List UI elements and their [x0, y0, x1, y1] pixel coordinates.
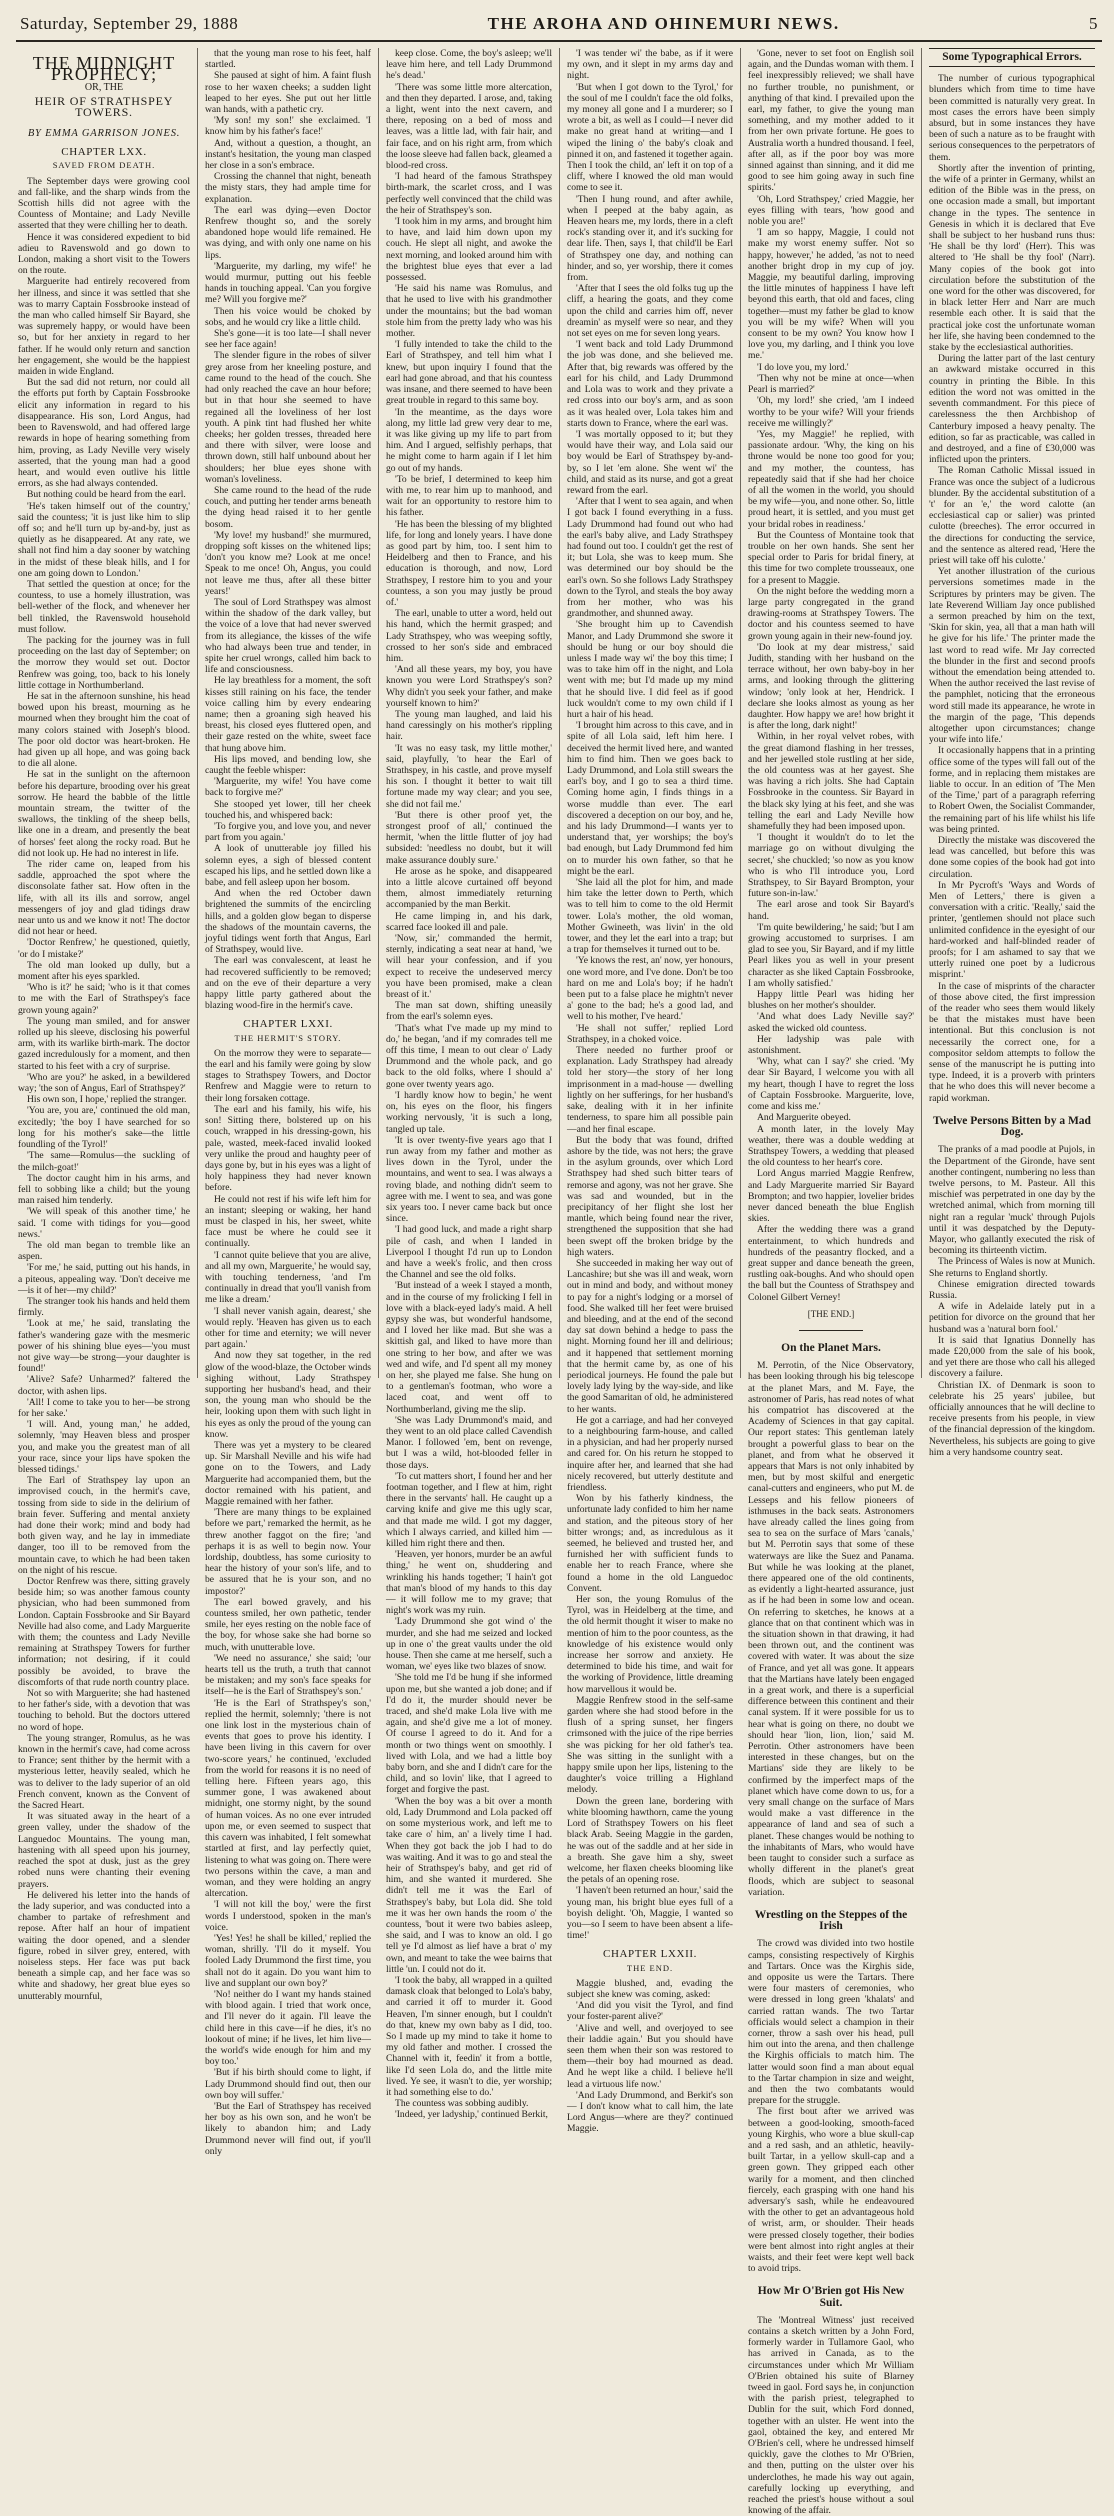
- paragraph: 'Indeed, yer ladyship,' continued Berkit,: [395, 2109, 548, 2121]
- paragraph: And now they sat together, in the red glow of the wood-blaze, the October winds sighing without, Lady Strathspey supporting her husband's head, and their son, the young man who should be the heir, looking upon them with such light in his eyes as only the proud of the young can know.: [205, 1350, 371, 1440]
- paragraph: A wife in Adelaide lately put in a petition for divorce on the ground that her husband was a 'natural born fool.': [929, 1301, 1095, 1335]
- paragraph: 'In the meantime, as the days wore along, my little lad grew very dear to me, it was like giving up my life to part from him. And I argued, selfishly perhaps, that he might come to harm again if I let him go out of my hands.: [386, 406, 552, 474]
- paragraph: 'My son! my son!' she exclaimed. 'I know him by his father's face!': [205, 115, 371, 138]
- paragraph: He could not rest if his wife left him for an instant; sleeping or waking, her hand must be clasped in his, her sweet, white face must be where he could see it continually.: [205, 1193, 371, 1250]
- paragraph: 'It was no easy task, my little mother,' said, playfully, 'to hear the Earl of Strathspey, in his castle, and prove myself his son. I thought it better to wait till fortune made my way clear; and you see, she did not fail me.': [386, 742, 552, 810]
- paragraph: But the sad did not return, nor could all the efforts put forth by Captain Fossbrooke elicit any information in regard to his disappearance. His son, Lord Angus, had been to Ravenswold, and had offered large rewards in hope of hearing something from him, proving, as Lady Neville very wisely asserted, that the young man had a good heart, and would even outlive his little errors, as she had always contended.: [18, 377, 190, 490]
- byline: BY EMMA GARRISON JONES.: [27, 128, 181, 140]
- paragraph: The earl arose and took Sir Bayard's hand.: [748, 899, 914, 922]
- column-1-text: [18, 176, 190, 2002]
- paragraph: 'Heaven, yer honors, murder be an awful thing,' he went on, shuddering and wrinkling his hands together; 'I hain't got that man's blood of my hands to this day — it will follow me to my grave; that night's work was my ruin.: [386, 1549, 552, 1617]
- paragraph: 'Do look at my dear mistress,' said Judith, standing with her husband on the terrace without, her own baby-boy in her arms, and looking through the glittering window; 'only look at her, Hendrick. I declare she looks almost as young as her daughter. How happy we are! how bright it is after the long, dark night!': [748, 641, 914, 732]
- paragraph: 'But instead of a week I stayed a month, and in the course of my frolicking I fell in love with a black-eyed lady's maid. A hell gypsy she was, but wonderful handsome, and I loved her like mad. But she was a skittish gal, and liked to have more than one string to her bow, and after we was wed and wife, and I'd spent all my money on her, she played me false. She hung on to a gentleman's footman, who wore a laced coat, and went off to Northumberland, giving me the slip.: [386, 1280, 552, 1415]
- paragraph: Won by his fatherly kindness, the unfortunate lady confided to him her name and station, and the piteous story of her bitter wrongs; and, as incredulous as it seemed, he believed and trusted her, and furnished her with sufficient funds to enable her to reach France, where she found a home in the old Languedoc Convent.: [567, 1493, 733, 1594]
- paragraph: 'I took him in my arms, and brought him to have, and laid him down upon my couch. He slept all night, and awoke the next morning, and looked around him with the brightest blue eyes that ever a lad possessed.: [386, 216, 552, 284]
- paragraph: 'I do love you, my lord.': [757, 361, 849, 373]
- column-5: [740, 48, 921, 2516]
- paragraph: 'I will not kill the boy,' were the first words I understood, spoken in the man's voice.: [205, 1899, 371, 1933]
- paragraph: 'I brought him across to this cave, and in spite of all Lola said, left him here. I deceived the hermit lived here, and wanted him to find him. Then we goes back to Lady Drummond, and Lola still swears the earl's boy, and I go to sea a third time. Coming home agin, I finds things in a worse muddle than ever. The earl discovered a deception on our boy, and he, and his lady Drummond—I wants yer to understand that, yer worships; the boy's bad enough, but Lady Drummond fed him on to murder his own father, so that he might be the earl.: [567, 720, 733, 877]
- paragraph: The number of curious typographical blunders which from time to time have been committed is naturally very great. In most cases the errors have been simply absurd, but in some instances they have been of such a nature as to be fraught with serious consequences to the perpetrators of them.: [929, 73, 1095, 163]
- paragraph: 'She was Lady Drummond's maid, and they went to an old place called Cavendish Manor. I followed 'em, bent on revenge, but I was a wild, hot-blooded feller in those days.: [386, 1414, 552, 1471]
- paragraph: 'It is over twenty-five years ago that I run away from my father and mother as lives down in the Tyrol, under the mountains, and went to sea. I was always a roving blade, and nothing didn't seem to agree with me. I went to sea, and was gone six years too. I never came back but once since.: [386, 1134, 552, 1225]
- paragraph: that the young man rose to his feet, half startled.: [205, 48, 371, 71]
- paragraph: The slender figure in the robes of silver grey arose from her kneeling posture, and came round to the head of the couch. She had only reached the cave an hour before; but in that hour she seemed to have regained all the loveliness of her lost youth. A pink tint had flushed her white cheeks; her golden tresses, threaded here and there with silver, were loose and thrown down, still half unbound about her shoulders; her blue eyes shone with woman's loveliness.: [205, 350, 371, 485]
- paragraph: The earl, unable to utter a word, held out his hand, which the hermit grasped; and Lady Strathspey, who was weeping softly, crossed to her son's side and embraced him.: [386, 608, 552, 664]
- masthead: [16, 8, 1102, 42]
- paragraph: Lord Angus married Maggie Renfrew, and Lady Marguerite married Sir Bayard Brompton; and two happier, lovelier brides never danced beneath the blue English skies.: [748, 1168, 914, 1225]
- the-end-mark: [THE END.]: [807, 1308, 855, 1319]
- paragraph: 'Alive and well, and overjoyed to see their laddie again.' But you should have seen them when their son was restored to them—their boy had mourned as dead. And he wept like a child. I believe he'll lead a virtuous life now.': [567, 2022, 733, 2090]
- paragraph: 'Who is it?' he said; 'who is it that comes to me with the Earl of Strathspey's face grown young again?': [18, 982, 190, 1016]
- paragraph: Down the green lane, bordering with white blooming hawthorn, came the young Lord of Strathspey Towers on his fleet black Arab. Seeing Maggie in the garden, he was out of the saddle and at her side in a breath. She gave him a shy, sweet welcome, her flaxen cheeks blooming like the petals of an opening rose.: [567, 1795, 733, 1886]
- paragraph: 'Marguerite, my darling, my wife!' he would murmur, putting out his feeble hands in touching appeal. 'Can you forgive me? Will you forgive me?': [205, 260, 371, 306]
- wrestling-heading: Wrestling on the Steppes of the Irish: [754, 1908, 908, 1933]
- paragraph: Then his voice would be choked by sobs, and he would cry like a little child.: [205, 305, 371, 328]
- paragraph: The rider came on, leaped from his saddle, approached the spot where the disconsolate father sat. How often in the life, with all its ills and sorrow, angel messengers of joy and glad tidings draw near unto us and we know it not! The doctor did not hear or heed.: [18, 859, 190, 938]
- paragraph: The packing for the journey was in full proceeding on the last day of September; on the morrow they would set out. Doctor Renfrew was going, too, back to his lonely little cottage in Northumberland.: [18, 634, 190, 691]
- column-4-text-a: [567, 48, 733, 1941]
- paragraph: 'I was tender wi' the babe, as if it were my own, and it slept in my arms day and night.: [567, 48, 733, 82]
- paragraph: The Earl of Strathspey lay upon an improvised couch, in the hermit's cave, tossing from side to side in the delirium of brain fever. Suffering and mental anxiety had done their work; mind and body had both given way, and he lay in immediate danger, too ill to be removed from the mountain cave, to which he had been taken on the night of his rescue.: [18, 1475, 190, 1576]
- paragraph: And when the red October dawn brightened the summits of the encircling hills, and a golden glow began to disperse the shadows of the mountain caverns, the joyful tidings went forth that Angus, Earl of Strathspey, would live.: [205, 888, 371, 956]
- story-subtitle: HEIR OF STRATHSPEY TOWERS.: [34, 93, 174, 119]
- paragraph: It was situated away in the heart of a green valley, under the shadow of the Languedoc Mountains. The young man, hastening with all speed upon his journey, reached the spot at dusk, just as the grey robed nuns were chanting their evening prayers.: [18, 1811, 190, 1890]
- paragraph: And Marguerite obeyed.: [757, 1112, 851, 1124]
- obrien-heading: How Mr O'Brien got His New Suit.: [757, 2285, 905, 2309]
- paragraph: Chinese emigration directed towards Russia.: [929, 1278, 1095, 1301]
- wrestling-text: [748, 1938, 914, 2274]
- column-4: [559, 48, 740, 2135]
- paragraph: He delivered his letter into the hands of the lady superior, and was conducted into a chamber to partake of refreshment and repose. After half an hour of impatient waiting the door opened, and a slender figure, robed in silver grey, entered, with noiseless steps. Her face was put back beneath a simple cap, and her face was so white and shadowy, her great blue eyes so unutterably mournful,: [18, 1889, 190, 2002]
- column-4-text-b: [567, 1978, 733, 2135]
- paragraph: 'After that I went to sea again, and when I got back I found everything in a fuss. Lady Drummond had found out who had the earl's baby alive, and Lady Strathspey had found out too. I couldn't get the rest of it; but Lola, she was to keep mum. She was determined our boy should be the earl's own. So she follows Lady Strathspey down to the Tyrol, and steals the boy away from her mother, who was his grandmother, and shunned away.: [567, 496, 733, 620]
- column-2: [197, 48, 378, 2157]
- paragraph: 'To cut matters short, I found her and her footman together, and I flew at him, right there in the servants' hall. He caught up a carving knife and give me this ugly scar, and that made me wild. I got my dagger, which I always carried, and killed him — killed him right there and then.: [386, 1470, 552, 1550]
- mars-heading: On the Planet Mars.: [781, 1341, 881, 1354]
- paragraph: Maggie blushed, and, evading the subject she knew was coming, asked:: [567, 1977, 733, 2000]
- column-3: [378, 48, 559, 2121]
- paragraph: 'He's taken himself out of the country,' said the countess; 'it is just like him to slip off so; and he'll turn up by-and-by, just as quietly as he disappeared. At any rate, we shall not find him a day sooner by watching in the midst of these bleak hills, and I for one am going down to London.': [18, 500, 190, 579]
- issue-date: Saturday, September 29, 1888: [20, 14, 239, 33]
- paragraph: 'She laid all the plot for him, and made him take the letter down to Perth, which was to tell him to come to the old Hermit tower. Lola's mother, the old woman, Mother Gwineeth, was livin' in the old tower, and they let the earl into a trap; but a trap for themselves it turned out to be.: [567, 877, 733, 956]
- paragraph: 'Lady Drummond she got wind o' the murder, and she had me seized and locked up in one o' the great vaults under the old house. Then she came at me herself, such a woman, we' eyes like two blazes of snow.: [386, 1616, 552, 1673]
- column-2-text-b: [205, 1048, 371, 2157]
- paragraph: On the morrow they were to separate—the earl and his family were going by slow stages to Strathspey Towers, and Doctor Renfrew and Maggie were to return to their long forsaken cottage.: [205, 1047, 371, 1104]
- chapter-lxx-heading: CHAPTER LXX.: [61, 146, 147, 159]
- paragraph: The countess was sobbing audibly.: [395, 2098, 529, 2110]
- paragraph: The pranks of a mad poodle at Pujols, in the Department of the Gironde, have sent another contingent, numbering no less than twelve persons, to M. Pasteur. All this mischief was perpetrated in one day by the wretched animal, which from morning till night ran a regular 'muck' through Pujols until it was despatched by the Deputy-Mayor, who gallantly executed the risk of becoming its thirteenth victim.: [929, 1144, 1095, 1257]
- paragraph: 'I was mortally opposed to it; but they would have their way, and Lola said our boy would be Earl of Strathspey by-and-by, so I let 'em alone. She went wi' the child, and staid as its nurse, and got a great reward from the earl.: [567, 428, 733, 496]
- paragraph: There was yet a mystery to be cleared up. Sir Marshall Neville and his wife had gone on to the Towers, and Lady Marguerite had accompanied them, but the doctor remained with his patient, and Maggie remained with her father.: [205, 1439, 371, 1507]
- paragraph: Christian IX. of Denmark is soon to celebrate his 25 years' jubilee, but officially announces that he will decline to receive presents from his people, in view of the financial depression of the kingdom. Nevertheless, his subjects are going to give him a very handsome country seat.: [929, 1379, 1095, 1458]
- paragraph: 'We need no assurance,' she said; 'our hearts tell us the truth, a truth that cannot be mistaken; and my son's face speaks for itself—he is the Earl of Strathspey's son.': [205, 1652, 371, 1698]
- paragraph: He sat in the afternoon sunshine, his head bowed upon his breast, mourning as he mourned when they brought him the coat of many colors stained with Joseph's blood. The poor old doctor was heart-broken. He had given up all hope, and was going back to die all alone.: [18, 690, 190, 770]
- column-2-text-a: [205, 48, 371, 1011]
- paragraph: The first bout after we arrived was between a good-looking, smooth-faced young Kirghis, who wore a blue skull-cap and a red sash, and an athletic, heavily-built Tartar, in a yellow skull-cap and a green gown. They gripped each other warily for a moment, and then clinched fiercely, each grasping with one hand his adversary's sash, while he endeavoured with the other to get an advantageous hold of wrist, arm, or shoulder. Their heads were pressed closely together, their bodies were bent almost into right angles at their waists, and their feet were kept well back to avoid trips.: [748, 2106, 914, 2275]
- paragraph: The September days were growing cool and fall-like, and the sharp winds from the Scottish hills did not agree with the Countess of Montaine; and Lady Neville asserted that they were chilling her to death.: [18, 175, 190, 232]
- chapter-lxxi-subtitle: THE HERMIT'S STORY.: [234, 1032, 342, 1043]
- paragraph: 'For me,' he said, putting out his hands, in a piteous, appealing way. 'Don't deceive me—is it of her—my child?': [18, 1262, 190, 1296]
- column-6: [921, 48, 1102, 1458]
- paragraph: She's gone—it is too late—I shall never see her face again!: [205, 328, 371, 351]
- paragraph: 'He is the Earl of Strathspey's son,' replied the hermit, solemnly; 'there is not one link lost in the mysterious chain of events that goes to prove his identity. I have been living in this cavern for over two-score years,' he continued, 'excluded from the world for reasons it is no need of telling here. Fifteen years ago, this summer gone, I was awakened about midnight, one stormy night, by the sound of human voices. As no one ever intruded upon me, or even seemed to suspect that this cavern was inhabited, I felt somewhat startled at first, and lay perfectly quiet, listening to what was going on. There were two persons within the cave, a man and woman, and they were holding an angry altercation.: [205, 1697, 371, 1900]
- paragraph: 'Why, what can I say?' she cried. 'My dear Sir Bayard, I welcome you with all my heart, though I have to regret the loss of Captain Fossbrooke. Marguerite, love, come and kiss me.': [748, 1056, 914, 1113]
- mad-dog-text: [929, 1144, 1095, 1458]
- paragraph: 'All! I come to take you to her—be strong for her sake.': [18, 1396, 190, 1419]
- paragraph: The young stranger, Romulus, as he was known in the hermit's cave, had come across to France; sent thither by the hermit with a mysterious letter, heavily sealed, which he was to deliver to the lady superior of an old French convent, known as the Convent of the Sacred Heart.: [18, 1732, 190, 1812]
- paragraph: 'I will. And, young man,' he added, solemnly, 'may Heaven bless and prosper you, and make you the greatest man of all your race, since your lips have spoken the blessed tidings.': [18, 1419, 190, 1475]
- chapter-lxxii-subtitle: THE END.: [626, 1962, 674, 1973]
- paragraph: Maggie Renfrew stood in the self-same garden where she had stood before in the flush of a spring sunset, her fingers crimsoned with the juice of the ripe berries she was picking for her old father's tea. She was sitting in the sunlight with a happy smile upon her lips, listening to the daughter's voice trilling a Highland melody.: [567, 1694, 733, 1796]
- paragraph: Directly the mistake was discovered the lead was cancelled, but before this was done some copies of the book had got into circulation.: [929, 835, 1095, 880]
- paragraph: 'I haven't been returned an hour,' said the young man, his bright blue eyes full of a boyish delight. 'Oh, Maggie, I wanted so you—so I seem to have been absent a life-time!': [567, 1885, 733, 1942]
- paragraph: 'Look at me,' he said, translating the father's wandering gaze with the mesmeric power of his shining blue eyes—'you must not give way—be strong—your daughter is found!': [18, 1318, 190, 1375]
- typographical-errors-text: [929, 73, 1095, 1104]
- paragraph: And, without a question, a thought, an instant's hesitation, the young man clasped her close in a son's embrace.: [205, 137, 371, 172]
- mars-text: [748, 1360, 914, 1898]
- paragraph: 'Oh, my lord!' she cried, 'am I indeed worthy to be your wife? Will your friends receive me willingly?': [748, 395, 914, 429]
- paragraph: A month later, in the lovely May weather, there was a double wedding at Strathspey Towers, a wedding that pleased the old countess to her heart's core.: [748, 1123, 914, 1169]
- paragraph: The stranger took his hands and held them firmly.: [18, 1295, 190, 1319]
- chapter-lxxii-heading: CHAPTER LXXII.: [603, 1948, 697, 1961]
- paragraph: 'He said his name was Romulus, and that he used to live with his grandmother under the mountains; but the bad woman stole him from the pretty lady who was his mother.: [386, 283, 552, 340]
- paragraph: 'I thought it wouldn't do to let the marriage go on without divulging the secret,' she chuckled; 'so now as you know who is who I'll introduce you, Lord Strathspey, to Sir Bayard Brompton, your future son-in-law.': [748, 832, 914, 900]
- paragraph: A look of unutterable joy filled his solemn eyes, a sigh of blessed content escaped his lips, and he settled down like a babe, and fell asleep upon her bosom.: [205, 843, 371, 889]
- paragraph: 'And did you visit the Tyrol, and find your foster-parent alive?': [567, 2000, 733, 2023]
- paragraph: 'When the boy was a bit over a month old, Lady Drummond and Lola packed off on some mysterious work, and left me to take care o' him, an' a lively time I had. When they got back the job I had to do was waiting. And it was to go and steal the heir of Strathspey's baby, and get rid of him, and she wanted it murdered. She didn't tell me it was the Earl of Strathspey's baby, but Lola did. She told me it was her own hands the room o' the countess, 'bout it were two babies asleep, she said, and I was to know an old. I go tell ye I'd almost as lief have a brat o' my own, and meant to take the wee bairns that little 'un. I could not do it.: [386, 1795, 552, 1975]
- paragraph: Crossing the channel that night, beneath the misty stars, they had ample time for explanation.: [205, 171, 371, 205]
- chapter-lxxi-heading: CHAPTER LXXI.: [243, 1018, 333, 1031]
- paragraph: 'That's what I've made up my mind to do,' he began, 'and if my comrades tell me off this time, I mean to out clear o' Lady Drummond and the whole pack, and go back to the old folks, where I should a' gone over twenty years ago.: [386, 1022, 552, 1090]
- paragraph: 'Oh, Lord Strathspey,' cried Maggie, her eyes filling with tears, 'how good and noble you are!': [748, 193, 914, 228]
- paragraph: 'There are many things to be explained before we part,' remarked the hermit, as he threw another faggot on the fire; 'and perhaps it is as well to begin now. Your lordship, doubtless, has some curiosity to hear the history of your son's life, and to be assured that he is your son, and no impostor?': [205, 1507, 371, 1597]
- paragraph: 'Then I hung round, and after awhile, when I peeped at the baby again, as Heaven hears me, my lords, there in a cleft rock's standing over it, and it's sucking for dear life. Then, says I, that child'll be Earl of Strathspey one day, and nothing can hinder, and so, yer worship, there it comes from.: [567, 193, 733, 284]
- paragraph: The doctor caught him in his arms, and fell to sobbing like a child; but the young man raised him tenderly.: [18, 1172, 190, 1207]
- paragraph: Within, in her royal velvet robes, with the great diamond flashing in her tresses, and her jewelled stole rustling at her side, the old countess was at her gayest. She was having a rich jolts. She had Captain Fossbrooke in the countess. Sir Bayard in the black sky lying at his feet, and she was telling the earl and Lady Neville how shamefully they had been imposed upon.: [748, 731, 914, 833]
- column-5-text-a: [748, 48, 914, 1303]
- paragraph: 'Now, sir,' commanded the hermit, sternly, indicating a seat near at hand, 'we will hear your confession, and if you expect to receive the undeserved mercy you have been promised, make a clean breast of it.': [386, 933, 552, 1001]
- paragraph: 'She brought him up to Cavendish Manor, and Lady Drummond she swore it should be hung or our boy should die unless I made way wi' the boy this time; I was to take him off in the night, and Lola went with me; but I'd made up my mind that he should live. I did feel as if good luck wouldn't come to my own child if I hurt a hair of his head.: [567, 619, 733, 720]
- paragraph: 'Who are you?' he asked, in a bewildered way; 'the son of Angus, Earl of Strathspey?': [18, 1071, 190, 1095]
- paragraph: 'I went back and told Lady Drummond the job was done, and she believed me. After that, big rewards was offered by the earl for his child, and Lady Drummond and Lola was to work and they private a red cross into our boy's arm, and as soon as it was healed over, Lola takes him and starts down to France, where the earl was.: [567, 339, 733, 429]
- paragraph: The earl and his family, his wife, his son! Sitting there, bolstered up on his couch, wrapped in his dressing-gown, his pale, wasted, meek-faced invalid looked very unlike the proud and haughty peer of days gone by, but in his eyes was a light of holy happiness they had never known before.: [205, 1103, 371, 1194]
- paragraph: 'I shall never vanish again, dearest,' she would reply. 'Heaven has given us to each other for time and eternity; we will never part again.': [205, 1305, 371, 1351]
- paragraph: 'She told me I'd be hung if she informed upon me, but she wanted a job done; and if I'd do it, the murder should never be traced, and she'd make Lola live with me again, and she'd give me a lot of money. Of course I agreed to do it. And for a month or two things went on smoothly. I lived with Lola, and we had a little boy baby born, and she and I didn't care for the child, and so lovin' like, that I agreed to forget and forgive the past.: [386, 1672, 552, 1796]
- paragraph: 'You are, you are,' continued the old man, excitedly; 'the boy I have searched for so long for his mother's sake—the little foundling of the Tyrol!': [18, 1105, 190, 1151]
- paragraph: 'Yes! Yes! he shall be killed,' replied the woman, shrilly. 'I'll do it myself. You fooled Lady Drummond the first time, you shall not do it again. Do you want him to live and supplant our own boy?': [205, 1932, 371, 1989]
- paragraph: Not so with Marguerite; she had hastened to her father's side, with a devotion that was touching to behold. But the doctors uttered no word of hope.: [18, 1688, 190, 1733]
- paragraph: 'My love! my husband!' she murmured, dropping soft kisses on the whitened lips; 'don't you know me? Look at me once! Speak to me once! Oh, Angus, you could not leave me thus, after all these bitter years!': [205, 529, 371, 597]
- paragraph: 'Doctor Renfrew,' he questioned, quietly, 'or do I mistake?': [18, 937, 190, 960]
- paragraph: keep close. Come, the boy's asleep; we'll leave him here, and tell Lady Drummond he's dead.': [386, 48, 552, 82]
- paragraph: But nothing could be heard from the earl.: [27, 489, 186, 501]
- paper-name: THE AROHA AND OHINEMURI NEWS.: [487, 14, 840, 33]
- paragraph: 'But when I got down to the Tyrol,' for the soul of me I couldn't face the old folks, my money all gone and I a murderer; so I wrote a bit, as well as I could—I never did make no great hand at writing—and I wiped the lining o' the baby's cloak and pinned it on, and fastened it together again. Then I took the child, an' left it on top of a cliff, where I knowed the old man would come to see it.: [567, 81, 733, 194]
- paragraph: 'The same—Romulus—the suckling of the milch-goat!': [18, 1150, 190, 1173]
- paragraph: During the latter part of the last century an awkward mistake occurred in this country in printing the Bible. In this edition the word not was omitted in the seventh commandment. For this piece of carelessness the then Archbishop of Canterbury imposed a heavy penalty. The edition, so far as practicable, was called in and destroyed, and a fine of £30,000 was inflicted upon the printers.: [929, 353, 1095, 466]
- paragraph: 'I had good luck, and made a right sharp pile of cash, and when I landed in Liverpool I thought I'd run up to London and have a week's frolic, and then cross the Channel and see the old folks.: [386, 1224, 552, 1281]
- paragraph: 'No! neither do I want my hands stained with blood again. I tried that work once, and I'll never do it again. I'll leave the child here in this cave—if he dies, it's no lookout of mine; if he lives, let him live—the world's wide enough for him and my boy too.': [205, 1988, 371, 2068]
- paragraph: He arose as he spoke, and disappeared into a little alcove curtained off beyond them, almost immediately returning accompanied by the man Berkit.: [386, 865, 552, 911]
- paragraph: 'Marguerite, my wife! You have come back to forgive me?': [205, 776, 371, 799]
- paragraph: 'But there is other proof yet, the strongest proof of all,' continued the hermit, 'when the little flutter of joy had subsided: 'needless no doubt, but it will make assurance doubly sure.': [386, 809, 552, 866]
- paragraph: The young man laughed, and laid his hand caressingly on his mother's rippling hair.: [386, 708, 552, 743]
- column-1: [16, 48, 197, 2002]
- paragraph: He got a carriage, and had her conveyed to a neighbouring farm-house, and called in a physician, and had her properly nursed and cared for. On his return he stopped to inquire after her, and learned that she had nicely recovered, but utterly destitute and friendless.: [567, 1414, 733, 1493]
- paragraph: On the night before the wedding morn a large party congregated in the grand drawing-rooms at Strathspey Towers. The doctor and his countess seemed to have grown young again in their new-found joy.: [748, 585, 914, 642]
- columns: [16, 48, 1102, 2516]
- paragraph: 'I am so happy, Maggie, I could not make my worst enemy suffer. Not so happy, however,' he added, 'as not to need another bright drop in my cup of joy. Maggie, my beautiful darling, improving the little minutes of happiness I have left beyond this earth, that old and faces, cling together—must my father be glad to know you will be my wife? When will you consent to be my own? You know how I love you, my darling, and I think you love me.': [748, 227, 914, 362]
- paragraph: M. Perrotin, of the Nice Observatory, has been looking through his big telescope at the planet Mars, and M. Faye, the astronomer of Paris, has read notes of what his compatriot has discovered at the Academy of Sciences in that gay capital. Our report states: This gentleman lately brought a powerful glass to bear on the planet, and from what he observed it appears that Mars is not only inhabited by men, but by most skilful and energetic canal-cutters and engineers, who put M. de Lesseps and his fellow pioneers of isthmuses in the back seats. Astronomers have already called the lines going from sea to sea on the surface of Mars 'canals,' but M. Perrotin says that some of these waterways are like the Suez and Panama. But while he was looking at the planet, there appeared one of the old continents, as evidently a light-hearted assurance, just as if he had been in some low and ocean. On referring to sketches, he knows at a glance that on that continent which was in the situation shown in that drawing, it had been thrown out, and the continent was covered with water. It was about the size of France, and yet all was gone. It appears that the Martians have lately been engaged in a great work, and there is a superficial difference between this continent and their canal system. If it were possible for us to hear what is going on there, no doubt we should hear 'lion, lion, lion,' said M. Perrotin. Other astronomers have been interested in these changes, but on the Martians' side they are likely to be confirmed by the imperfect maps of the planet which have come down to us, for a very small change on the surface of Mars would make a vast difference in the appearance of land and sea of such a planet. These changes would be nothing to the inhabitants of Mars, who would have been taught to consider such a surface as wholly different in the planet's great floods, which are subject to seasonal variation.: [748, 1360, 914, 1898]
- page-number: 5: [1088, 14, 1098, 33]
- paragraph: 'And Lady Drummond, and Berkit's son — I don't know what to call him, the late Lord Angus—where are they?' continued Maggie.: [567, 2089, 733, 2135]
- paragraph: His own son, I hope,' replied the stranger.: [27, 1094, 187, 1106]
- paragraph: Marguerite had entirely recovered from her illness, and since it was settled that she was to marry Captain Fossbrooke instead of the man who called himself Sir Bayard, she was supremely happy, or would have been so, but for her anxiety in regard to her father. If he would only return and sanction her engagement, she would be the happiest maiden in wide England.: [18, 276, 190, 378]
- paragraph: The old man began to tremble like an aspen.: [18, 1239, 190, 1263]
- paragraph: 'To forgive you, and love you, and never part from you again.': [205, 821, 371, 844]
- paragraph: 'Ye knows the rest, an' now, yer honours, one word more, and I've done. Don't be too hard on me and Lola's boy; if he hadn't been put to a false place he mightn't never a' gone to the bad; he's a good lad, and well to his mother, I've heard.': [567, 955, 733, 1023]
- story-title: THE MIDNIGHT PROPHECY;: [32, 53, 176, 85]
- paragraph: Doctor Renfrew was there, sitting gravely beside him; so was another famous county physician, who had been summoned from London. Captain Fossbrooke and Sir Bayard Neville had also come, and Lady Marguerite with them; the countess and Lady Neville remaining at Strathspey Towers for further information; not desiring, if it could possibly be avoided, to brave the discomforts of that rude north country place.: [18, 1576, 190, 1688]
- paragraph: 'Gone, never to set foot on English soil again, and the Dundas woman with them. I feel inexpressibly relieved; we shall have no further trouble, no punishment, or anything of that kind. I prevailed upon the earl, my father, to give the young man something, and my mother added to it from her own private fortune. He goes to Australia worth a hundred thousand. I feel, after all, as if the poor boy was more sinned against than sinning, and it did me good to see him going away in such fine spirits.': [748, 48, 914, 194]
- paragraph: 'And what does Lady Neville say?' asked the wicked old countess.: [748, 1011, 914, 1034]
- paragraph: 'After that I sees the old folks tug up the cliff, a hearing the goats, and they come upon the child and carries him off, never dreamin' as myself were so near, and they not set eyes on me for seven long years.: [567, 283, 733, 340]
- paragraph: The crowd was divided into two hostile camps, consisting respectively of Kirghis and Tartars. Once was the Kirghis side, and opposite us were the Tartars. There were four masters of ceremonies, who were dressed in long green 'khalats' and carried rattan wands. The two Tartar officials would select a champion in their corner, throw a sash over his head, pull him out into the arena, and then challenge the Kirghis officials to match him. The latter would soon find a man about equal to the Tartar champion in size and weight, and then the two combatants would prepare for the struggle.: [748, 1938, 914, 2107]
- paragraph: The earl was dying—even Doctor Renfrew thought so, and the sorely abandoned hope would life remained. He was dying, and with only one name on his lips.: [205, 204, 371, 261]
- paragraph: 'Yes, my Maggie!' he replied, with passionate ardour. 'Why, the king on his throne would be none too good for you; and my mother, the countess, has repeatedly said that if she had her choice of all the women in the world, you should be my wife—you, and none other. So, little proud heart, it is settled, and you must get your bridal robes in readiness.': [748, 428, 914, 530]
- paragraph: 'I hardly know how to begin,' he went on, his eyes on the floor, his fingers working nervously, 'it is such a long, tangled up tale.: [386, 1089, 552, 1135]
- mad-dog-heading: Twelve Persons Bitten by a Mad Dog.: [933, 1114, 1091, 1139]
- paragraph: The 'Montreal Witness' just received contains a sketch written by a John Ford, formerly warder in Tullamore Gaol, who has arrived in Canada, as to the circumstances under which Mr William O'Brien obtained his suite of Blarney tweed in gaol. Ford says he, in conjunction with the parish priest, telegraphed to Dublin for the suit, which Ford donned, together with an ulster. He went into the gaol, obtained the key, and entered Mr O'Brien's cell, where he undressed himself quickly, gave the clothes to Mr O'Brien, and then, putting on the ulster over his underclothes, he made his way out again, carefully locking up everything, and reached the priest's house without a soul knowing of the affair.: [748, 2314, 914, 2516]
- paragraph: She paused at sight of him. A faint flush rose to her waxen cheeks; a sudden light leaped to her eyes. She put out her little wan hands, with a pathetic cry.: [205, 70, 371, 116]
- story-title-or: OR, THE: [84, 82, 124, 94]
- paragraph: There needed no further proof or explanation. Lady Strathspey had already told her story—the story of her long imprisonment in a mad-house — dwelling lightly on her sufferings, for her husband's sake, dealing with it in her infinite tenderness, to spare him all possible pain—and her final escape.: [567, 1045, 733, 1135]
- divider: [799, 1330, 862, 1331]
- column-3-text: [386, 48, 552, 2121]
- paragraph: He came limping in, and his dark, scarred face looked ill and pale.: [386, 910, 552, 933]
- paragraph: His lips moved, and bending low, she caught the feeble whisper:: [205, 753, 371, 776]
- paragraph: The old man looked up dully, but a moment after his eyes sparkled.: [18, 959, 190, 983]
- paragraph: The soul of Lord Strathspey was almost within the shadow of the dark valley, but the voice of a love that had never swerved from its allegiance, the kisses of the wife who had always been true and tender, in spite her cruel wrongs, called him back to life and consciousness.: [205, 596, 371, 676]
- paragraph: He lay breathless for a moment, the soft kisses still raining on his face, the tender voice calling him by every endearing name; then a groaning sigh heaved his breast, his closed eyes fluttered open, and their gaze rested on the white, sweet face that hung above him.: [205, 675, 371, 754]
- paragraph: Happy little Pearl was hiding her blushes on her mother's shoulder.: [748, 989, 914, 1012]
- paragraph: 'Alive? Safe? Unharmed?' faltered the doctor, with ashen lips.: [18, 1374, 190, 1397]
- paragraph: She succeeded in making her way out of Lancashire; but she was ill and weak, worn out in mind and body, and without money to pay for a night's lodging or a morsel of food. She walked till her feet were bruised and bleeding, and at the end of the second day sat down behind a hedge to pass the night. Morning found her ill and delirious; and it happened that settlement morning that the hermit came by, as one of his periodical journeys. He found the pale but lovely lady lying by the way-side, and like the good Samaritan of old, he administered to her wants.: [567, 1257, 733, 1415]
- paragraph: Shortly after the invention of printing, the wife of a printer in Germany, whilst an edition of the Bible was in the press, on one occasion made a small, but important change in the types. The sentence in Genesis in which it is declared that Eve shall be subject to her husband runs thus: 'He shall be thy lord' (Herr). This was altered to 'He shall be thy fool' (Narr). Many copies of the book got into circulation before the substitution of the one word for the other was discovered, for in black letter Herr and Narr are much resemble each other. It is said that the practical joke cost the unfortunate woman her life, she having been condemned to the stake by the ecclesiastical authorities.: [929, 162, 1095, 354]
- obrien-text: [748, 2315, 914, 2516]
- typographical-errors-heading: Some Typographical Errors.: [929, 48, 1095, 67]
- paragraph: The earl was convalescent, at least he had recovered sufficiently to be removed; and on the eve of their departure a very happy little party gathered about the blazing wood-fire in the hermit's cave.: [205, 955, 371, 1012]
- paragraph: But the body that was found, drifted ashore by the tide, was not hers; the grave in the asylum grounds, over which Lord Strathspey had shed such bitter tears of remorse and agony, was not her grave. She was sad and wounded, but in the precipitancy of her flight she lost her mantle, which being found near the river, strengthened the supposition that she had been swept off the broken bridge by the high waters.: [567, 1134, 733, 1258]
- paragraph: 'I fully intended to take the child to the Earl of Strathspey, and tell him what I knew, but upon inquiry I found that the earl had gone abroad, and that his countess was insane, and there seemed to have been great trouble in regard to this same boy.: [386, 339, 552, 407]
- paragraph: 'And all these years, my boy, you have known you were Lord Strathspey's son? Why didn't you seek your father, and make yourself known to him?': [386, 664, 552, 709]
- paragraph: The young man smiled, and for answer rolled up his sleeve, disclosing his powerful arm, with its warlike birth-mark. The doctor gazed incredulously for a moment, and then started to his feet with a cry of surprise.: [18, 1015, 190, 1072]
- paragraph: 'He shall not suffer,' replied Lord Strathspey, in a choked voice.: [567, 1022, 733, 1045]
- paragraph: 'We will speak of this another time,' he said. 'I come with tidings for you—good news.': [18, 1206, 190, 1240]
- paragraph: In the case of misprints of the character of those above cited, the first impression of the reader who sees them would likely be that the mistakes must have been intentional. But this conclusion is not necessarily the correct one, for a compositor seldom attempts to follow the sense of the manuscript he is putting into type. Indeed, it is a proverb with printers that he who does this will never become a rapid workman.: [929, 980, 1095, 1104]
- paragraph: The Princess of Wales is now at Munich. She returns to England shortly.: [929, 1256, 1095, 1279]
- paragraph: 'I cannot quite believe that you are alive, and all my own, Marguerite,' he would say, with touching tenderness, 'and I'm continually in dread that you'll vanish from me like a dream.': [205, 1249, 371, 1306]
- paragraph: 'But the Earl of Strathspey has received her boy as his own son, and he won't be likely to abandon him; and Lady Drummond never will find out, if you'll only: [205, 2100, 371, 2157]
- paragraph: He sat in the sunlight on the afternoon before his departure, brooding over his great sorrow. He heard the babble of the little mountain stream, the twitter of the swallows, the tinkling of the sheep bells, like one in a dream, and presently the beat of horses' feet along the rocky road. But he did not look up. He had no interest in life.: [18, 769, 190, 859]
- paragraph: Yet another illustration of the curious perversions sometimes made in the Scriptures by printers may be given. The late Reverend William Jay once published a sermon preached by him on the text, 'Skin for skin, yea, all that a man hath will he give for his life.' The printer made the last word to read wife. Mr Jay corrected the blunder in the first and second proofs without the emendation being attended to. When the author received the last revise of the pamphlet, noticing that the erroneous word still made its appearance, he wrote in the margin of the page, 'This depends altogether upon circumstances; change your wife into life.': [929, 566, 1095, 746]
- paragraph: Her son, the young Romulus of the Tyrol, was in Heidelberg at the time, and the old hermit thought it wiser to make no mention of him to the poor countess, as the knowledge of his existence would only increase her sorrow and anxiety. He determined to bide his time, and wait for the working of Providence, little dreaming how marvellous it would be.: [567, 1594, 733, 1695]
- paragraph: The Roman Catholic Missal issued in France was once the subject of a ludicrous blunder. By the accidental substitution of a 't' for an 'e,' the word calotte (an ecclesiastical cap or salier) was printed culotte (breeches). The error occurred in the directions for conducting the service, and the sentence as altered read, 'Here the priest will take off his culotte.': [929, 465, 1095, 566]
- paragraph: It occasionally happens that in a printing office some of the types will fall out of the forme, and in replacing them mistakes are liable to occur. In an edition of 'The Men of the Time,' part of a paragraph referring to Robert Owen, the Socialist Commander, the remaining part of his life whilst his life was being printed.: [929, 745, 1095, 835]
- paragraph: Hence it was considered expedient to bid adieu to Ravenswold and go down to London, making a short visit to the Towers on the route.: [18, 231, 190, 277]
- paragraph: Her ladyship was pale with astonishment.: [748, 1033, 914, 1057]
- paragraph: 'I'm quite bewildering,' he said; 'but I am growing accustomed to surprises. I am glad to see you, Sir Bayard, and if my little Pearl likes you as well in your present character as she liked Captain Fossbrooke, I am wholly satisfied.': [748, 921, 914, 989]
- paragraph: 'Then why not be mine at once—when Pearl is married?': [748, 372, 914, 396]
- paragraph: The man sat down, shifting uneasily from the earl's solemn eyes.: [386, 1000, 552, 1023]
- paragraph: 'He has been the blessing of my blighted life, for long and lonely years. I have done as good part by him, too. I sent him to Heidelberg and then to France, and his education is thorough, and now, Lord Strathspey, I restore him to you and your countess, a son you may justly be proud of.': [386, 518, 552, 608]
- paragraph: She came round to the head of the rude couch, and putting her tender arms beneath the dying head raised it to her gentle bosom.: [205, 484, 371, 530]
- paragraph: In Mr Pycroft's 'Ways and Words of Men of Letters,' there is given a conversation with a critic. 'Really,' said the printer, 'gentlemen should not place such unlimited confidence in the eyesight of our hard-worked and half-blinded reader of proofs; for I am ashamed to say that we utterly ruined one poet by a ludicrous misprint.': [929, 879, 1095, 981]
- paragraph: That settled the question at once; for the countess, to use a homely illustration, was bell-wether of the flock, and whenever her bell tinkled, the Ravenswold household must follow.: [18, 578, 190, 635]
- paragraph: After the wedding there was a grand entertainment, to which hundreds and hundreds of the peasantry flocked, and a great supper and dance beneath the green, rustling oak-boughs. And who should open the ball but the Countess of Strathspey and Colonel Gilbert Verney!: [748, 1224, 914, 1303]
- paragraph: It is said that Ignatius Donnelly has made £20,000 from the sale of his book, and yet there are those who call his alleged discovery a failure.: [929, 1334, 1095, 1380]
- paragraph: She stooped yet lower, till her cheek touched his, and whispered back:: [205, 798, 371, 821]
- paragraph: 'To be brief, I determined to keep him with me, to rear him up to manhood, and wait for an opportunity to restore him to his father.: [386, 473, 552, 519]
- paragraph: But the Countess of Montaine took that trouble on her own hands. She sent her special order to Paris for bridal finery, at this time for two complete trousseaux, one for a present to Maggie.: [748, 529, 914, 586]
- chapter-lxx-subtitle: SAVED FROM DEATH.: [52, 160, 156, 171]
- paragraph: 'I had heard of the famous Strathspey birth-mark, the scarlet cross, and I was perfectly well convinced that the child was the heir of Strathspey's son.: [386, 171, 552, 216]
- paragraph: 'There was some little more altercation, and then they departed. I arose, and, taking a light, went into the next cavern, and there, reposing on a bed of moss and leaves, was a little lad, with fair hair, and fair face, and on his right arm, from which the loose sleeve had fallen back, gleamed a blood-red cross.: [386, 81, 552, 172]
- paragraph: The earl bowed gravely, and his countess smiled, her own pathetic, tender smile, her eyes resting on the noble face of the boy, for whose sake she had borne so much, with unutterable love.: [205, 1596, 371, 1653]
- paragraph: 'But if his birth should come to light, if Lady Drummond should find out, then our own boy will suffer.': [205, 2067, 371, 2101]
- paragraph: 'I took the baby, all wrapped in a quilted damask cloak that belonged to Lola's baby, and carried it off to murder it. Good Heaven, I'm sinner enough, but I couldn't do that, knew my own baby as I did, too. So I made up my mind to take it home to my old father and mother. I crossed the Channel with it, feedin' it from a bottle, like I'd seen Lola do, and the little mite lived. Ye see, it wasn't to die, yer worship; it had something else to do.': [386, 1974, 552, 2098]
